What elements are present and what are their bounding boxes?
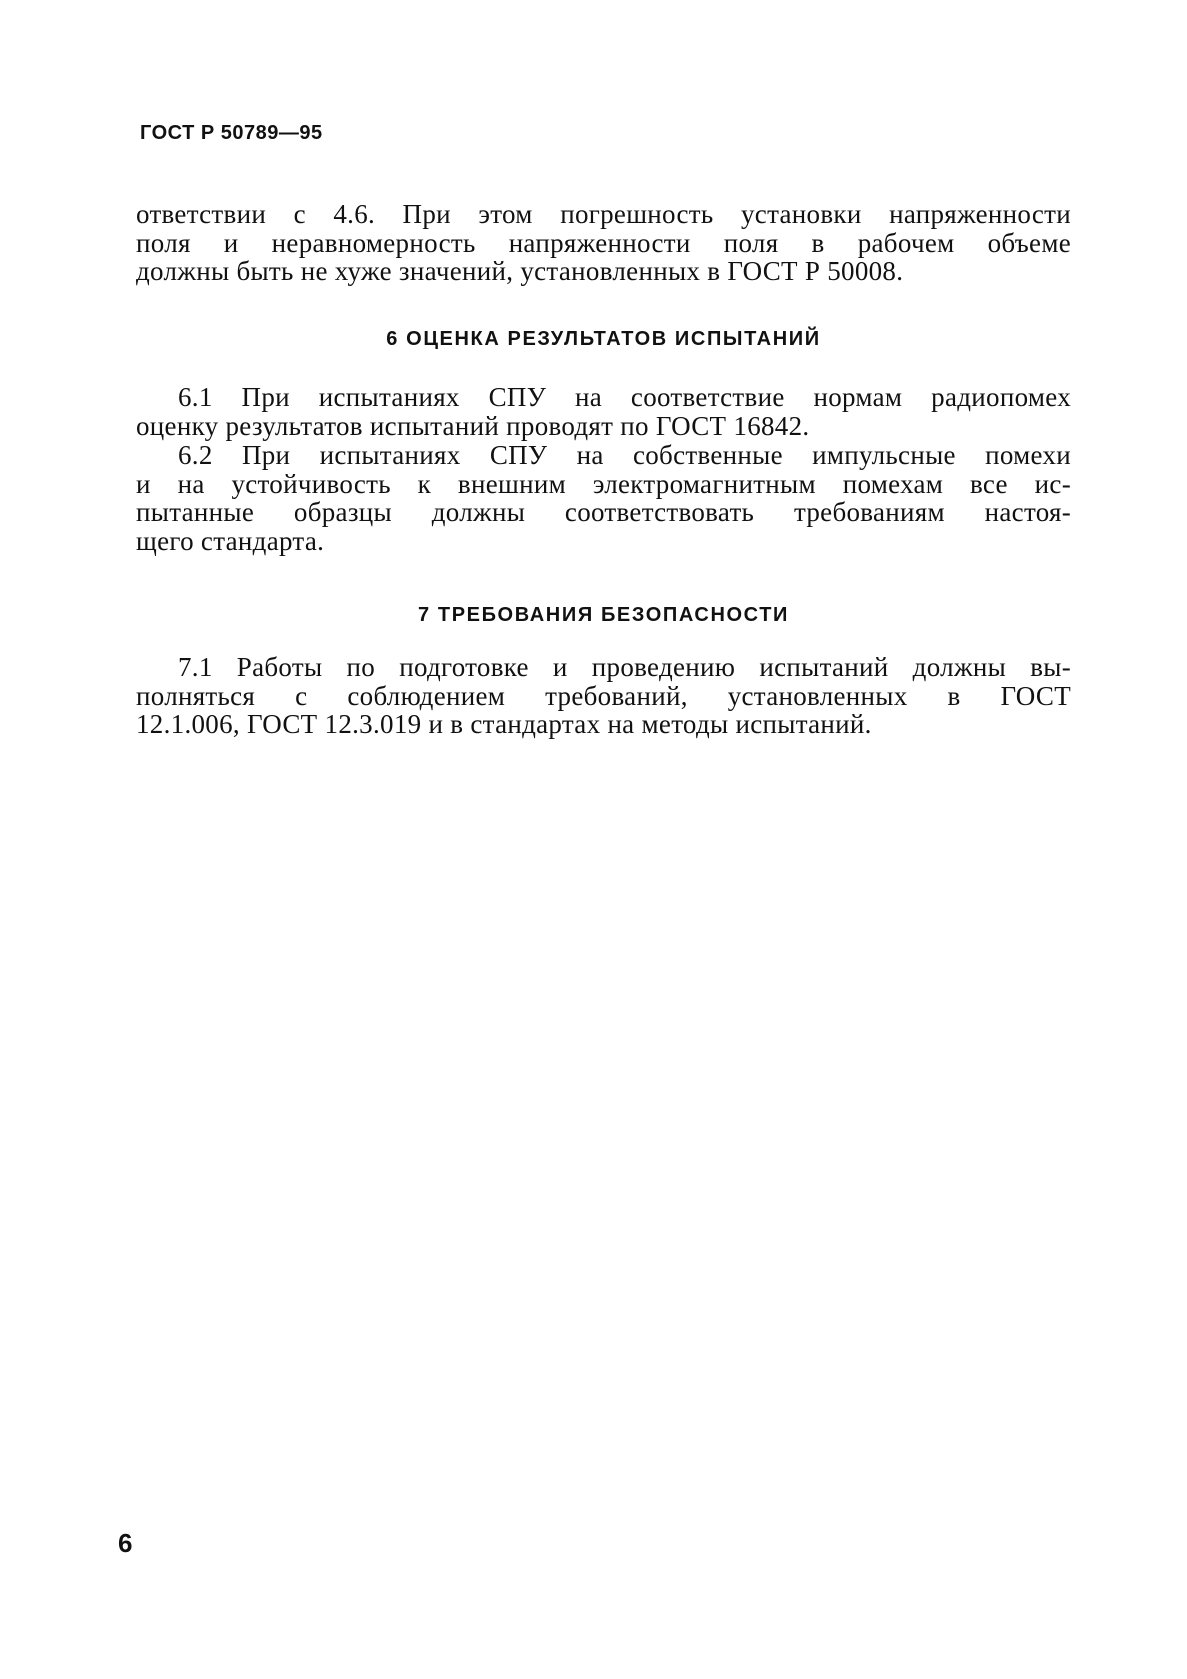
s6-p2-line-3: пытанные образцы должны соответствовать требованиям настоя- [136,497,1071,527]
s6-p1-line-1: 6.1 При испытаниях СПУ на соответствие нормам радиопомех [178,382,1071,412]
s7-p1-line-1: 7.1 Работы по подготовке и проведению испытаний должны вы- [178,652,1071,682]
s6-p1-line-2: оценку результатов испытаний проводят по ГОСТ 16842. [136,410,810,441]
section-6-title: 6 ОЦЕНКА РЕЗУЛЬТАТОВ ИСПЫТАНИЙ [386,328,821,350]
s7-p1-line-3: 12.1.006, ГОСТ 12.3.019 и в стандартах на методы испытаний. [136,709,872,739]
s6-p2-line-1: 6.2 При испытаниях СПУ на собственные импульсные помехи [178,440,1071,470]
section-7-title: 7 ТРЕБОВАНИЯ БЕЗОПАСНОСТИ [418,604,789,626]
document-header-code: ГОСТ Р 50789—95 [140,122,323,144]
s7-p1-line-2: полняться с соблюдением требований, установленных в ГОСТ [136,680,1071,711]
section-6-paragraph-2 [136,441,1071,555]
s6-p2-line-2: и на устойчивость к внешним электромагнитным помехам все ис- [136,468,1071,499]
section-6-paragraph-1 [136,383,1071,440]
intro-line-3: должны быть не хуже значений, установленных в ГОСТ Р 50008. [136,256,904,286]
intro-line-1: ответствии с 4.6. При этом погрешность установки напряженности [136,199,1071,229]
section-7-paragraph-1 [136,653,1071,739]
intro-line-2: поля и неравномерность напряженности поля в рабочем объеме [136,227,1071,258]
page-number: 6 [118,1528,133,1558]
s6-p2-line-4: щего стандарта. [136,525,325,556]
intro-paragraph [136,200,1071,286]
